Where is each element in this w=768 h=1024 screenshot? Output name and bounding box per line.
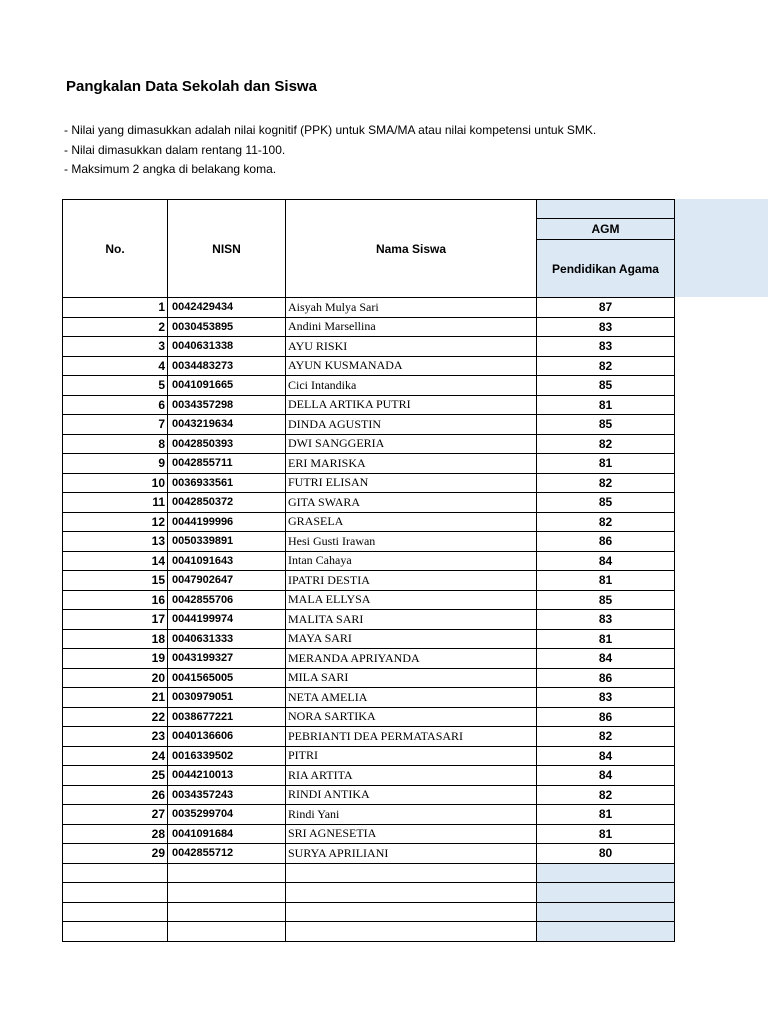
row-number[interactable]: 12	[63, 512, 168, 532]
table-row	[63, 512, 675, 532]
row-number[interactable]: 14	[63, 551, 168, 571]
row-number[interactable]: 7	[63, 415, 168, 435]
row-number[interactable]: 2	[63, 317, 168, 337]
nisn-cell[interactable]: 0036933561	[168, 473, 286, 493]
student-name-cell[interactable]: SRI AGNESETIA	[286, 824, 537, 844]
student-name-cell[interactable]: FUTRI ELISAN	[286, 473, 537, 493]
table-row	[63, 766, 675, 786]
row-number[interactable]: 19	[63, 649, 168, 669]
row-number[interactable]: 20	[63, 668, 168, 688]
student-name-cell[interactable]: AYU RISKI	[286, 337, 537, 357]
grade-cell[interactable]: 85	[537, 590, 675, 610]
row-number[interactable]: 21	[63, 688, 168, 708]
student-name-cell[interactable]: NETA AMELIA	[286, 688, 537, 708]
nisn-cell[interactable]: 0044199996	[168, 512, 286, 532]
nisn-cell[interactable]: 0034357298	[168, 395, 286, 415]
grade-cell[interactable]: 83	[537, 337, 675, 357]
student-name-cell[interactable]: Cici Intandika	[286, 376, 537, 396]
student-name-cell[interactable]: MERANDA APRIYANDA	[286, 649, 537, 669]
row-number[interactable]: 1	[63, 298, 168, 318]
empty-table-row	[63, 922, 675, 942]
row-number[interactable]: 3	[63, 337, 168, 357]
table-row	[63, 571, 675, 591]
row-number[interactable]: 18	[63, 629, 168, 649]
table-row	[63, 376, 675, 396]
row-number[interactable]: 9	[63, 454, 168, 474]
grade-cell[interactable]: 84	[537, 649, 675, 669]
empty-table-row	[63, 863, 675, 883]
row-number[interactable]: 8	[63, 434, 168, 454]
nisn-cell[interactable]: 0042855711	[168, 454, 286, 474]
nisn-cell[interactable]: 0041091643	[168, 551, 286, 571]
row-number[interactable]: 26	[63, 785, 168, 805]
nisn-cell[interactable]: 0030453895	[168, 317, 286, 337]
empty-cell[interactable]	[63, 922, 168, 942]
empty-cell[interactable]	[63, 883, 168, 903]
grade-cell[interactable]: 81	[537, 395, 675, 415]
student-name-cell[interactable]: PITRI	[286, 746, 537, 766]
row-number[interactable]: 22	[63, 707, 168, 727]
table-row	[63, 688, 675, 708]
row-number[interactable]: 25	[63, 766, 168, 786]
grade-cell[interactable]: 83	[537, 317, 675, 337]
grade-cell[interactable]: 81	[537, 571, 675, 591]
student-name-cell[interactable]: DELLA ARTIKA PUTRI	[286, 395, 537, 415]
table-row	[63, 844, 675, 864]
student-name-cell[interactable]: MALITA SARI	[286, 610, 537, 630]
grade-cell[interactable]: 82	[537, 356, 675, 376]
student-name-cell[interactable]: SURYA APRILIANI	[286, 844, 537, 864]
empty-cell[interactable]	[286, 883, 537, 903]
student-name-cell[interactable]: RINDI ANTIKA	[286, 785, 537, 805]
student-name-cell[interactable]: NORA SARTIKA	[286, 707, 537, 727]
row-number[interactable]: 15	[63, 571, 168, 591]
table-row	[63, 668, 675, 688]
header-blank-cell	[537, 200, 675, 219]
grade-cell[interactable]: 86	[537, 668, 675, 688]
empty-cell[interactable]	[286, 902, 537, 922]
row-number[interactable]: 4	[63, 356, 168, 376]
nisn-cell[interactable]: 0044210013	[168, 766, 286, 786]
empty-cell[interactable]	[63, 902, 168, 922]
nisn-cell[interactable]: 0042429434	[168, 298, 286, 318]
row-number[interactable]: 6	[63, 395, 168, 415]
table-row	[63, 395, 675, 415]
table-row	[63, 629, 675, 649]
grade-cell[interactable]: 82	[537, 727, 675, 747]
table-row	[63, 493, 675, 513]
student-name-cell[interactable]: Andini Marsellina	[286, 317, 537, 337]
grade-cell[interactable]: 84	[537, 746, 675, 766]
student-name-cell[interactable]: ERI MARISKA	[286, 454, 537, 474]
header-subject-code: AGM	[537, 219, 675, 240]
student-name-cell[interactable]: GRASELA	[286, 512, 537, 532]
table-row	[63, 805, 675, 825]
note-line: - Nilai dimasukkan dalam rentang 11-100.	[64, 142, 286, 157]
grade-cell[interactable]: 81	[537, 629, 675, 649]
nisn-cell[interactable]: 0041565005	[168, 668, 286, 688]
row-number[interactable]: 28	[63, 824, 168, 844]
table-row	[63, 532, 675, 552]
grade-cell[interactable]: 85	[537, 415, 675, 435]
grade-cell[interactable]: 80	[537, 844, 675, 864]
nisn-cell[interactable]: 0043199327	[168, 649, 286, 669]
nisn-cell[interactable]: 0041091665	[168, 376, 286, 396]
nisn-cell[interactable]: 0042850393	[168, 434, 286, 454]
row-number[interactable]: 10	[63, 473, 168, 493]
grade-cell[interactable]: 82	[537, 512, 675, 532]
empty-cell[interactable]	[537, 863, 675, 883]
nisn-cell[interactable]: 0034483273	[168, 356, 286, 376]
table-row	[63, 610, 675, 630]
row-number[interactable]: 16	[63, 590, 168, 610]
instruction-notes	[64, 121, 596, 180]
student-name-cell[interactable]: Aisyah Mulya Sari	[286, 298, 537, 318]
row-number[interactable]: 23	[63, 727, 168, 747]
grade-cell[interactable]: 82	[537, 434, 675, 454]
student-name-cell[interactable]: PEBRIANTI DEA PERMATASARI	[286, 727, 537, 747]
header-subject-name: Pendidikan Agama	[537, 240, 675, 298]
empty-cell[interactable]	[286, 922, 537, 942]
note-line: - Maksimum 2 angka di belakang koma.	[64, 162, 277, 176]
table-row	[63, 785, 675, 805]
nisn-cell[interactable]: 0050339891	[168, 532, 286, 552]
row-number[interactable]: 24	[63, 746, 168, 766]
empty-cell[interactable]	[537, 883, 675, 903]
grade-cell[interactable]: 87	[537, 298, 675, 318]
grade-cell[interactable]: 81	[537, 454, 675, 474]
table-row	[63, 473, 675, 493]
table-row	[63, 434, 675, 454]
nisn-cell[interactable]: 0030979051	[168, 688, 286, 708]
nisn-cell[interactable]: 0042855706	[168, 590, 286, 610]
header-nisn: NISN	[168, 200, 286, 298]
nisn-cell[interactable]: 0040631338	[168, 337, 286, 357]
note-line: - Nilai yang dimasukkan adalah nilai kognitif (PPK) untuk SMA/MA atau nilai kompetensi untuk SMK.	[64, 123, 597, 137]
nisn-cell[interactable]: 0042855712	[168, 844, 286, 864]
nisn-cell[interactable]: 0016339502	[168, 746, 286, 766]
student-name-cell[interactable]: GITA SWARA	[286, 493, 537, 513]
table-row	[63, 551, 675, 571]
table-row	[63, 746, 675, 766]
student-name-cell[interactable]: DWI SANGGERIA	[286, 434, 537, 454]
grade-cell[interactable]: 82	[537, 473, 675, 493]
table-row	[63, 649, 675, 669]
grade-cell[interactable]: 83	[537, 610, 675, 630]
student-name-cell[interactable]: MALA ELLYSA	[286, 590, 537, 610]
grade-cell[interactable]: 85	[537, 493, 675, 513]
table-row	[63, 317, 675, 337]
grade-cell[interactable]: 85	[537, 376, 675, 396]
table-row	[63, 707, 675, 727]
empty-table-row	[63, 883, 675, 903]
header-nama-siswa: Nama Siswa	[286, 200, 537, 298]
nisn-cell[interactable]: 0041091684	[168, 824, 286, 844]
table-row	[63, 337, 675, 357]
nisn-cell[interactable]: 0040136606	[168, 727, 286, 747]
empty-cell[interactable]	[168, 922, 286, 942]
row-number[interactable]: 5	[63, 376, 168, 396]
empty-cell[interactable]	[168, 902, 286, 922]
grade-cell[interactable]: 81	[537, 824, 675, 844]
row-number[interactable]: 27	[63, 805, 168, 825]
empty-cell[interactable]	[168, 863, 286, 883]
student-name-cell[interactable]: AYUN KUSMANADA	[286, 356, 537, 376]
empty-cell[interactable]	[537, 922, 675, 942]
nisn-cell[interactable]: 0035299704	[168, 805, 286, 825]
table-row	[63, 727, 675, 747]
grade-cell[interactable]: 82	[537, 785, 675, 805]
empty-table-row	[63, 902, 675, 922]
page-title: Pangkalan Data Sekolah dan Siswa	[66, 78, 317, 95]
student-name-cell[interactable]: DINDA AGUSTIN	[286, 415, 537, 435]
empty-cell[interactable]	[63, 863, 168, 883]
student-name-cell[interactable]: MILA SARI	[286, 668, 537, 688]
nisn-cell[interactable]: 0038677221	[168, 707, 286, 727]
table-row	[63, 590, 675, 610]
nisn-cell[interactable]: 0042850372	[168, 493, 286, 513]
row-number[interactable]: 29	[63, 844, 168, 864]
student-grade-table	[62, 199, 675, 942]
grade-cell[interactable]: 86	[537, 707, 675, 727]
student-name-cell[interactable]: Intan Cahaya	[286, 551, 537, 571]
table-row	[63, 298, 675, 318]
header-no: No.	[63, 200, 168, 298]
row-number[interactable]: 13	[63, 532, 168, 552]
grade-cell[interactable]: 84	[537, 766, 675, 786]
student-name-cell[interactable]: Rindi Yani	[286, 805, 537, 825]
row-number[interactable]: 17	[63, 610, 168, 630]
empty-cell[interactable]	[168, 883, 286, 903]
grade-cell[interactable]: 84	[537, 551, 675, 571]
table-row	[63, 356, 675, 376]
nisn-cell[interactable]: 0044199974	[168, 610, 286, 630]
empty-cell[interactable]	[537, 902, 675, 922]
grade-cell[interactable]: 83	[537, 688, 675, 708]
table-row	[63, 824, 675, 844]
nisn-cell[interactable]: 0043219634	[168, 415, 286, 435]
nisn-cell[interactable]: 0047902647	[168, 571, 286, 591]
grade-cell[interactable]: 81	[537, 805, 675, 825]
student-name-cell[interactable]: IPATRI DESTIA	[286, 571, 537, 591]
table-row	[63, 415, 675, 435]
nisn-cell[interactable]: 0040631333	[168, 629, 286, 649]
row-number[interactable]: 11	[63, 493, 168, 513]
grade-cell[interactable]: 86	[537, 532, 675, 552]
empty-cell[interactable]	[286, 863, 537, 883]
student-name-cell[interactable]: Hesi Gusti Irawan	[286, 532, 537, 552]
nisn-cell[interactable]: 0034357243	[168, 785, 286, 805]
table-row	[63, 454, 675, 474]
student-name-cell[interactable]: RIA ARTITA	[286, 766, 537, 786]
student-name-cell[interactable]: MAYA SARI	[286, 629, 537, 649]
